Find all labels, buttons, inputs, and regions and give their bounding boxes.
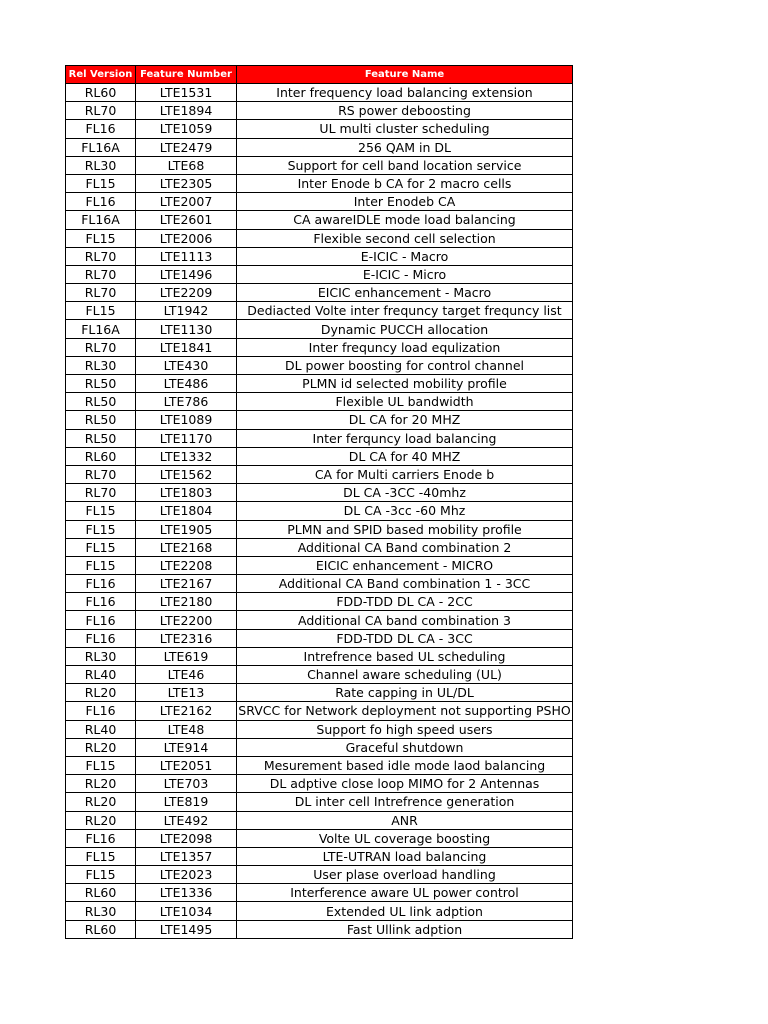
table-row — [66, 793, 573, 811]
table-row — [66, 738, 573, 756]
table-row — [66, 120, 573, 138]
feature-number-cell: LTE2601 — [136, 211, 237, 229]
table-row — [66, 884, 573, 902]
rel-version-cell: RL40 — [66, 720, 136, 738]
table-row — [66, 375, 573, 393]
rel-version-cell: FL16 — [66, 120, 136, 138]
feature-name-cell: DL CA -3CC -40mhz — [237, 484, 573, 502]
rel-version-cell: RL30 — [66, 356, 136, 374]
feature-name-cell: Dediacted Volte inter frequncy target frequncy list — [237, 302, 573, 320]
rel-version-cell: RL60 — [66, 447, 136, 465]
rel-version-cell: RL20 — [66, 738, 136, 756]
table-row — [66, 720, 573, 738]
feature-number-cell: LTE2006 — [136, 229, 237, 247]
rel-version-cell: FL16A — [66, 138, 136, 156]
feature-number-cell: LTE1803 — [136, 484, 237, 502]
feature-number-cell: LTE2479 — [136, 138, 237, 156]
table-row — [66, 575, 573, 593]
feature-number-cell: LTE2305 — [136, 174, 237, 192]
feature-name-cell: Inter frequency load balancing extension — [237, 84, 573, 102]
table-row — [66, 356, 573, 374]
feature-name-cell: LTE-UTRAN load balancing — [237, 847, 573, 865]
rel-version-cell: RL30 — [66, 647, 136, 665]
feature-number-cell: LTE2209 — [136, 284, 237, 302]
feature-number-cell: LTE2200 — [136, 611, 237, 629]
feature-name-cell: Dynamic PUCCH allocation — [237, 320, 573, 338]
rel-version-cell: RL70 — [66, 265, 136, 283]
feature-number-cell: LTE1905 — [136, 520, 237, 538]
rel-version-cell: FL15 — [66, 847, 136, 865]
table-row — [66, 775, 573, 793]
feature-name-cell: PLMN id selected mobility profile — [237, 375, 573, 393]
rel-version-cell: RL70 — [66, 247, 136, 265]
feature-number-cell: LTE1894 — [136, 102, 237, 120]
rel-version-cell: FL16 — [66, 702, 136, 720]
table-row — [66, 866, 573, 884]
feature-number-cell: LTE1531 — [136, 84, 237, 102]
table-row — [66, 829, 573, 847]
rel-version-cell: FL15 — [66, 756, 136, 774]
feature-number-cell: LTE619 — [136, 647, 237, 665]
table-row — [66, 847, 573, 865]
table-row — [66, 502, 573, 520]
rel-version-cell: RL70 — [66, 484, 136, 502]
feature-name-cell: Channel aware scheduling (UL) — [237, 666, 573, 684]
feature-number-cell: LTE2168 — [136, 538, 237, 556]
feature-number-cell: LTE1059 — [136, 120, 237, 138]
rel-version-cell: RL60 — [66, 84, 136, 102]
table-row — [66, 684, 573, 702]
rel-version-cell: RL40 — [66, 666, 136, 684]
table-row — [66, 193, 573, 211]
header-feature-name: Feature Name — [237, 66, 573, 84]
feature-name-cell: 256 QAM in DL — [237, 138, 573, 156]
feature-number-cell: LTE1562 — [136, 465, 237, 483]
rel-version-cell: FL16 — [66, 611, 136, 629]
feature-name-cell: Additional CA Band combination 2 — [237, 538, 573, 556]
feature-name-cell: ANR — [237, 811, 573, 829]
feature-number-cell: LTE486 — [136, 375, 237, 393]
rel-version-cell: FL15 — [66, 302, 136, 320]
rel-version-cell: RL70 — [66, 284, 136, 302]
feature-number-cell: LTE1841 — [136, 338, 237, 356]
table-row — [66, 102, 573, 120]
feature-number-cell: LTE2098 — [136, 829, 237, 847]
feature-table-container — [65, 65, 572, 939]
table-row — [66, 920, 573, 938]
table-row — [66, 84, 573, 102]
feature-number-cell: LTE1332 — [136, 447, 237, 465]
feature-number-cell: LTE703 — [136, 775, 237, 793]
feature-name-cell: Extended UL link adption — [237, 902, 573, 920]
table-row — [66, 538, 573, 556]
rel-version-cell: RL60 — [66, 920, 136, 938]
rel-version-cell: RL50 — [66, 375, 136, 393]
header-feature-number: Feature Number — [136, 66, 237, 84]
feature-name-cell: Inter frequncy load equlization — [237, 338, 573, 356]
rel-version-cell: FL15 — [66, 502, 136, 520]
rel-version-cell: RL70 — [66, 465, 136, 483]
feature-name-cell: FDD-TDD DL CA - 3CC — [237, 629, 573, 647]
rel-version-cell: RL70 — [66, 338, 136, 356]
feature-number-cell: LTE2023 — [136, 866, 237, 884]
rel-version-cell: FL16A — [66, 211, 136, 229]
table-row — [66, 556, 573, 574]
table-row — [66, 593, 573, 611]
feature-number-cell: LT1942 — [136, 302, 237, 320]
table-row — [66, 302, 573, 320]
feature-number-cell: LTE1496 — [136, 265, 237, 283]
table-row — [66, 284, 573, 302]
feature-name-cell: DL CA -3cc -60 Mhz — [237, 502, 573, 520]
feature-number-cell: LTE1130 — [136, 320, 237, 338]
table-body — [66, 84, 573, 939]
rel-version-cell: RL70 — [66, 102, 136, 120]
rel-version-cell: FL15 — [66, 866, 136, 884]
rel-version-cell: FL15 — [66, 556, 136, 574]
rel-version-cell: FL15 — [66, 174, 136, 192]
table-row — [66, 702, 573, 720]
rel-version-cell: FL16 — [66, 193, 136, 211]
table-row — [66, 247, 573, 265]
feature-name-cell: Flexible UL bandwidth — [237, 393, 573, 411]
table-row — [66, 647, 573, 665]
table-row — [66, 138, 573, 156]
table-row — [66, 411, 573, 429]
feature-number-cell: LTE2208 — [136, 556, 237, 574]
feature-name-cell: DL CA for 20 MHZ — [237, 411, 573, 429]
table-row — [66, 666, 573, 684]
feature-name-cell: EICIC enhancement - Macro — [237, 284, 573, 302]
feature-name-cell: E-ICIC - Micro — [237, 265, 573, 283]
feature-name-cell: Volte UL coverage boosting — [237, 829, 573, 847]
feature-name-cell: CA for Multi carriers Enode b — [237, 465, 573, 483]
feature-number-cell: LTE1336 — [136, 884, 237, 902]
table-row — [66, 520, 573, 538]
table-row — [66, 629, 573, 647]
feature-name-cell: Inter Enodeb CA — [237, 193, 573, 211]
table-row — [66, 229, 573, 247]
feature-number-cell: LTE2167 — [136, 575, 237, 593]
table-row — [66, 484, 573, 502]
table-row — [66, 756, 573, 774]
feature-name-cell: DL inter cell Intrefrence generation — [237, 793, 573, 811]
feature-name-cell: FDD-TDD DL CA - 2CC — [237, 593, 573, 611]
feature-name-cell: Fast Ullink adption — [237, 920, 573, 938]
rel-version-cell: RL30 — [66, 902, 136, 920]
rel-version-cell: RL20 — [66, 684, 136, 702]
rel-version-cell: FL16 — [66, 575, 136, 593]
rel-version-cell: FL16 — [66, 593, 136, 611]
feature-name-cell: Graceful shutdown — [237, 738, 573, 756]
feature-name-cell: E-ICIC - Macro — [237, 247, 573, 265]
table-row — [66, 211, 573, 229]
rel-version-cell: RL60 — [66, 884, 136, 902]
feature-number-cell: LTE2162 — [136, 702, 237, 720]
rel-version-cell: RL50 — [66, 411, 136, 429]
feature-table — [65, 65, 573, 939]
feature-number-cell: LTE1034 — [136, 902, 237, 920]
feature-name-cell: Support fo high speed users — [237, 720, 573, 738]
feature-name-cell: Inter Enode b CA for 2 macro cells — [237, 174, 573, 192]
feature-number-cell: LTE1357 — [136, 847, 237, 865]
rel-version-cell: FL15 — [66, 538, 136, 556]
feature-name-cell: UL multi cluster scheduling — [237, 120, 573, 138]
feature-name-cell: PLMN and SPID based mobility profile — [237, 520, 573, 538]
rel-version-cell: RL20 — [66, 775, 136, 793]
feature-number-cell: LTE46 — [136, 666, 237, 684]
feature-number-cell: LTE2316 — [136, 629, 237, 647]
feature-number-cell: LTE492 — [136, 811, 237, 829]
feature-name-cell: DL adptive close loop MIMO for 2 Antennas — [237, 775, 573, 793]
feature-number-cell: LTE2007 — [136, 193, 237, 211]
rel-version-cell: FL16 — [66, 829, 136, 847]
rel-version-cell: RL50 — [66, 393, 136, 411]
feature-name-cell: Flexible second cell selection — [237, 229, 573, 247]
rel-version-cell: FL15 — [66, 229, 136, 247]
feature-name-cell: Intrefrence based UL scheduling — [237, 647, 573, 665]
feature-name-cell: DL power boosting for control channel — [237, 356, 573, 374]
table-row — [66, 174, 573, 192]
feature-name-cell: Additional CA band combination 3 — [237, 611, 573, 629]
feature-number-cell: LTE1089 — [136, 411, 237, 429]
rel-version-cell: FL16 — [66, 629, 136, 647]
table-row — [66, 611, 573, 629]
feature-number-cell: LTE1804 — [136, 502, 237, 520]
feature-name-cell: Rate capping in UL/DL — [237, 684, 573, 702]
feature-name-cell: Additional CA Band combination 1 - 3CC — [237, 575, 573, 593]
rel-version-cell: FL15 — [66, 520, 136, 538]
feature-number-cell: LTE914 — [136, 738, 237, 756]
feature-number-cell: LTE68 — [136, 156, 237, 174]
table-row — [66, 265, 573, 283]
feature-name-cell: DL CA for 40 MHZ — [237, 447, 573, 465]
rel-version-cell: RL20 — [66, 811, 136, 829]
table-row — [66, 902, 573, 920]
feature-number-cell: LTE2180 — [136, 593, 237, 611]
feature-name-cell: Support for cell band location service — [237, 156, 573, 174]
feature-name-cell: Interference aware UL power control — [237, 884, 573, 902]
feature-number-cell: LTE1170 — [136, 429, 237, 447]
table-row — [66, 156, 573, 174]
header-row — [66, 66, 573, 84]
table-row — [66, 447, 573, 465]
table-row — [66, 429, 573, 447]
feature-number-cell: LTE1495 — [136, 920, 237, 938]
feature-name-cell: RS power deboosting — [237, 102, 573, 120]
feature-number-cell: LTE786 — [136, 393, 237, 411]
feature-number-cell: LTE1113 — [136, 247, 237, 265]
feature-name-cell: Inter ferquncy load balancing — [237, 429, 573, 447]
table-row — [66, 320, 573, 338]
feature-name-cell: User plase overload handling — [237, 866, 573, 884]
feature-name-cell: Mesurement based idle mode laod balancing — [237, 756, 573, 774]
header-rel-version: Rel Version — [66, 66, 136, 84]
feature-name-cell: CA awareIDLE mode load balancing — [237, 211, 573, 229]
feature-number-cell: LTE13 — [136, 684, 237, 702]
table-row — [66, 465, 573, 483]
table-row — [66, 393, 573, 411]
feature-number-cell: LTE2051 — [136, 756, 237, 774]
rel-version-cell: RL30 — [66, 156, 136, 174]
rel-version-cell: RL50 — [66, 429, 136, 447]
rel-version-cell: RL20 — [66, 793, 136, 811]
feature-name-cell: SRVCC for Network deployment not supporting PSHO — [238, 703, 571, 719]
rel-version-cell: FL16A — [66, 320, 136, 338]
feature-name-cell: EICIC enhancement - MICRO — [237, 556, 573, 574]
feature-number-cell: LTE48 — [136, 720, 237, 738]
feature-number-cell: LTE430 — [136, 356, 237, 374]
table-row — [66, 811, 573, 829]
table-row — [66, 338, 573, 356]
feature-number-cell: LTE819 — [136, 793, 237, 811]
